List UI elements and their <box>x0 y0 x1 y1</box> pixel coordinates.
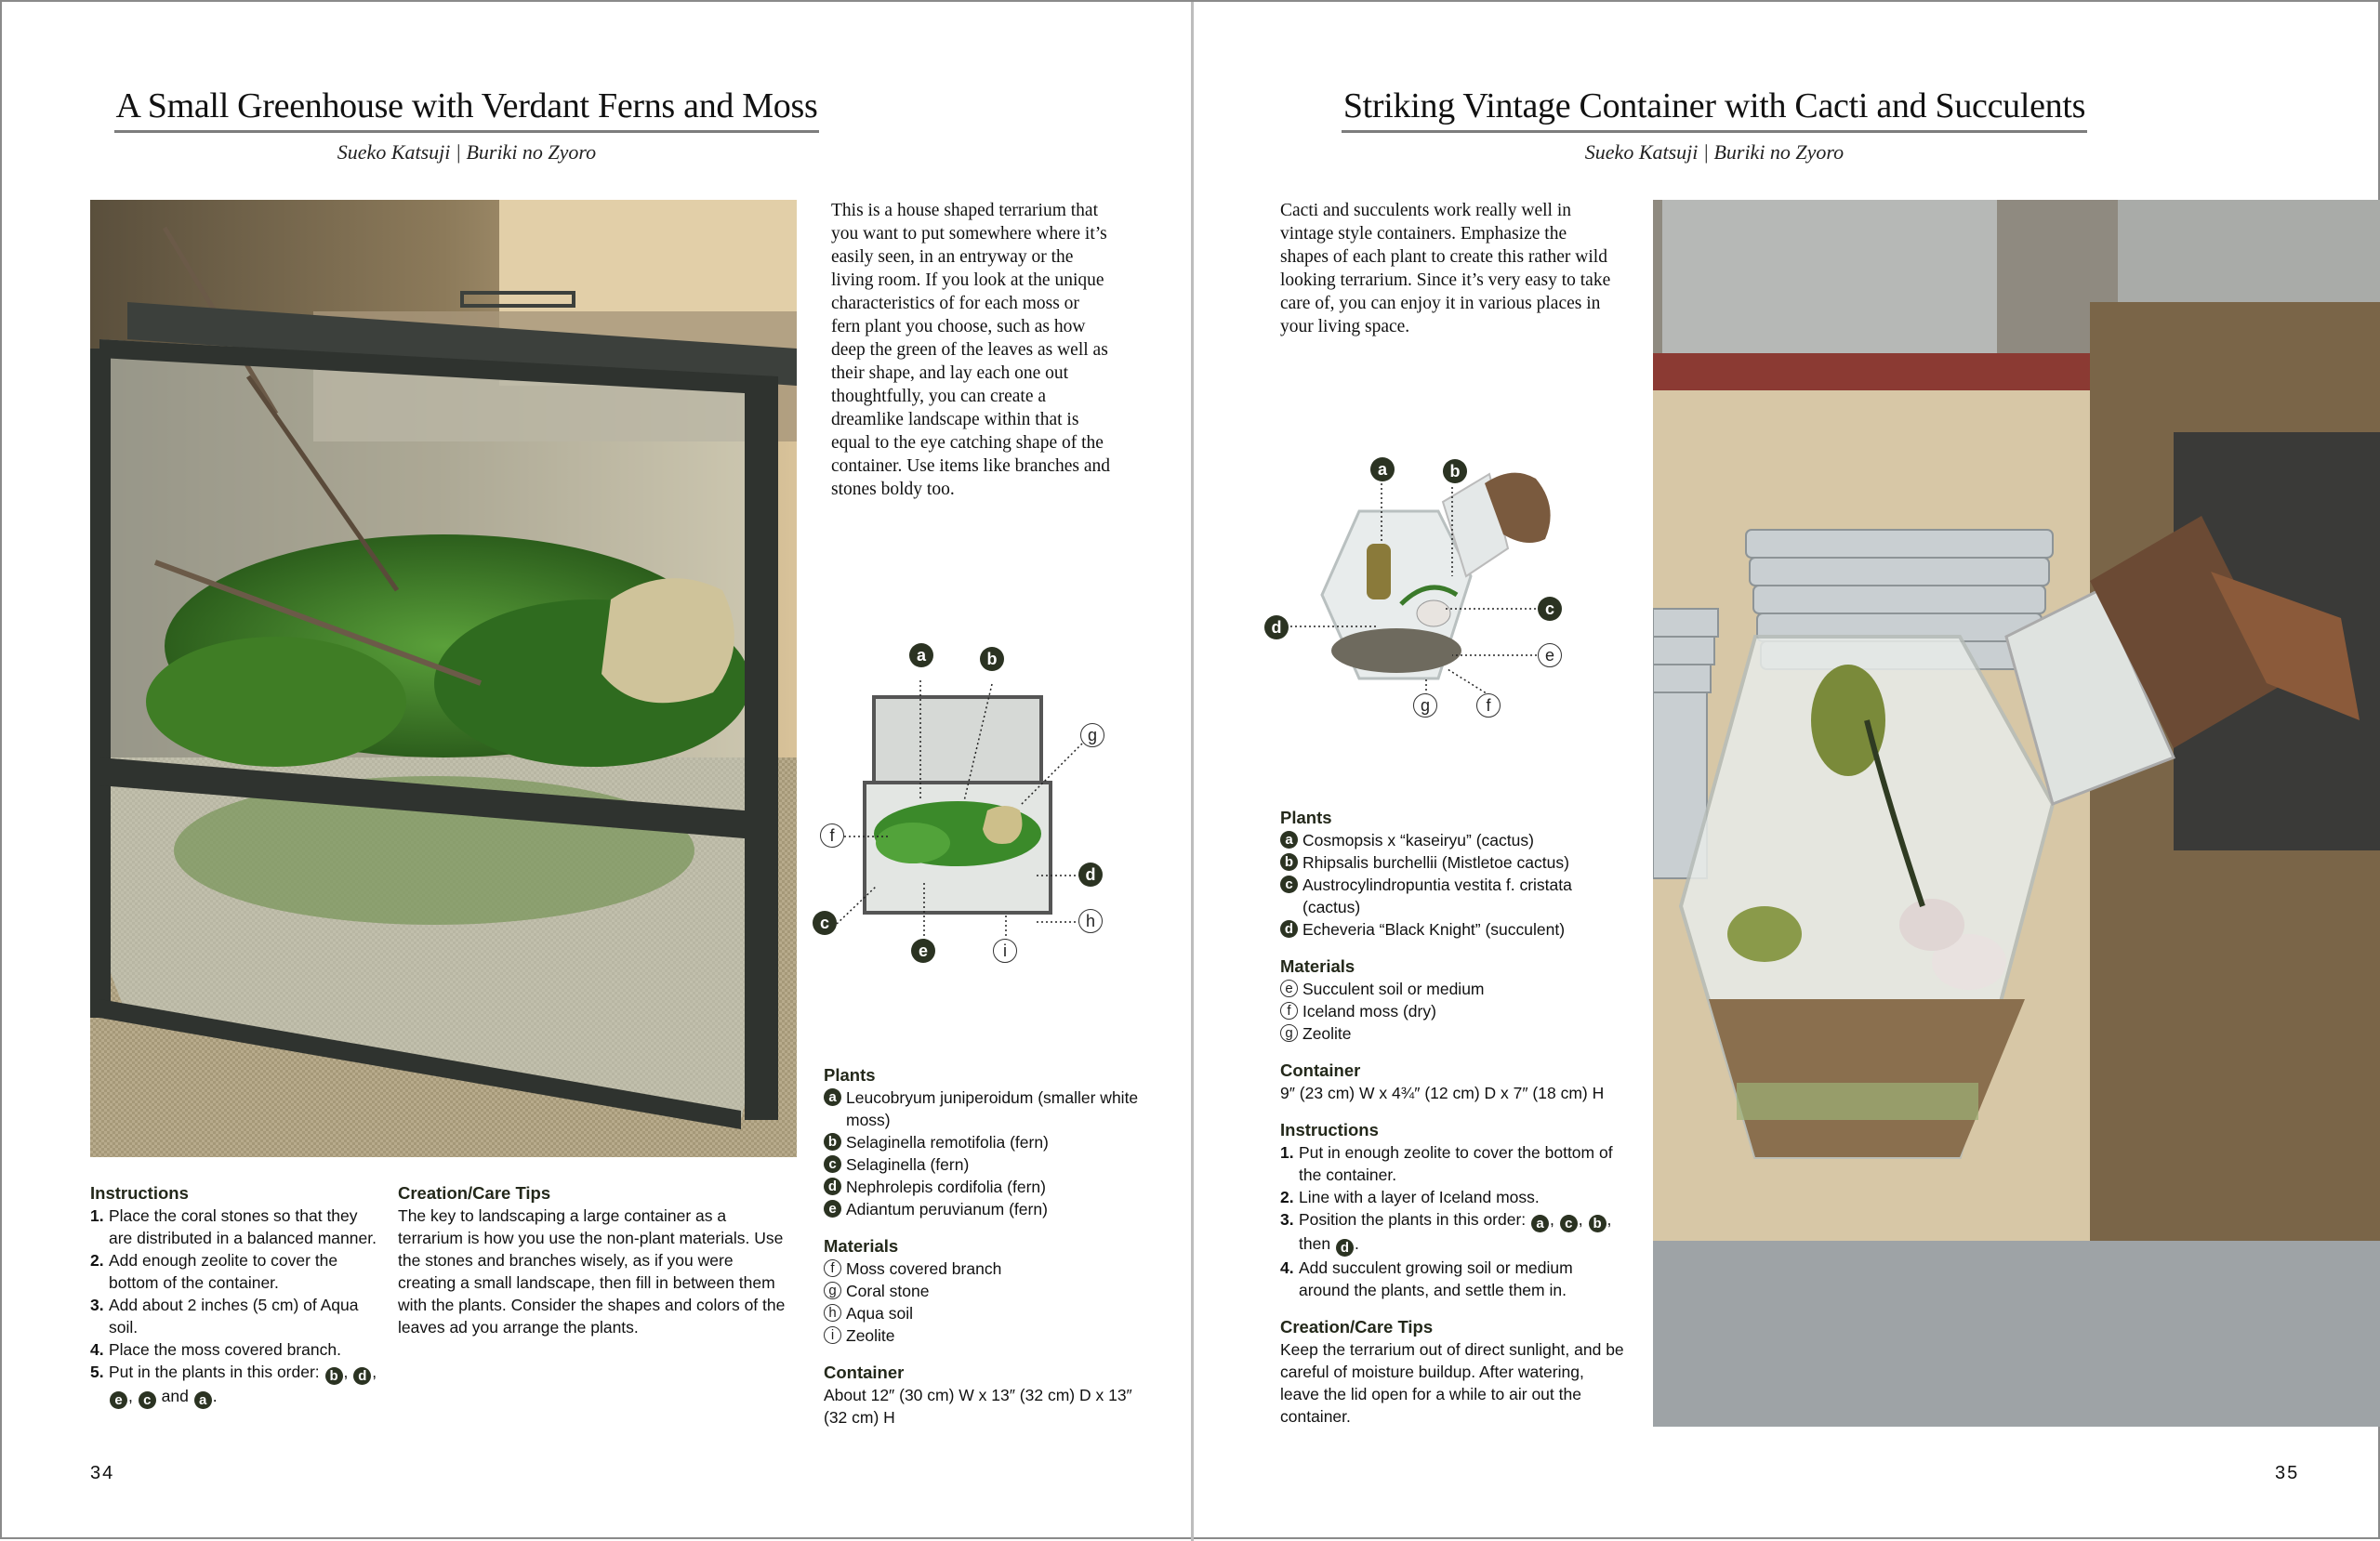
diagram-callout-f: f <box>1476 693 1501 718</box>
right-page <box>1194 2 2380 1541</box>
badge-f-icon: f <box>1280 1002 1298 1020</box>
diagram-callout-d: d <box>1264 615 1289 639</box>
instructions-heading: Instructions <box>1280 1120 1379 1139</box>
container-heading: Container <box>824 1363 905 1382</box>
badge-b-icon: b <box>1280 853 1298 871</box>
materials-heading: Materials <box>824 1236 899 1256</box>
greenhouse-diagram <box>811 643 1127 978</box>
tips-heading: Creation/Care Tips <box>1280 1317 1434 1337</box>
instruction-step-2: 2. Line with a layer of Iceland moss. <box>1280 1188 1540 1206</box>
plant-item-c: c Austrocylindropuntia vestita f. cristata (cactus) <box>1280 874 1624 918</box>
diagram-callout-g: g <box>1413 693 1437 718</box>
material-item-f: f Moss covered branch <box>824 1258 1140 1280</box>
material-item-f: f Iceland moss (dry) <box>1280 1000 1624 1022</box>
plants-heading: Plants <box>824 1065 876 1085</box>
badge-i-icon: i <box>824 1326 841 1344</box>
badge-e-icon: e <box>1280 980 1298 997</box>
instruction-step-3: 3. Add about 2 inches (5 cm) of Aqua soil. <box>90 1296 359 1337</box>
diagram-callout-a: a <box>1370 457 1395 481</box>
instruction-step-3: 3. Position the plants in this order: a , c , b , then d . <box>1280 1210 1612 1256</box>
container-dimensions: 9″ (23 cm) W x 4¾″ (12 cm) D x 7″ (18 cm) H <box>1280 1084 1605 1102</box>
left-title-block <box>2 86 932 165</box>
badge-a-icon: a <box>1531 1215 1549 1232</box>
container-section <box>824 1362 1140 1429</box>
badge-d-icon: d <box>824 1178 841 1195</box>
material-item-g: g Coral stone <box>824 1280 1140 1302</box>
plant-item-b: b Selaginella remotifolia (fern) <box>824 1131 1140 1153</box>
diagram-callout-c: c <box>1538 597 1562 621</box>
right-specs <box>1280 807 1624 1442</box>
badge-b-icon: b <box>325 1367 343 1385</box>
instruction-step-5: 5. Put in the plants in this order: b , d , e , c and a . <box>90 1363 377 1408</box>
container-heading: Container <box>1280 1060 1361 1080</box>
badge-h-icon: h <box>824 1304 841 1322</box>
instruction-step-4: 4. Add succulent growing soil or medium around the plants, and settle them in. <box>1280 1258 1573 1299</box>
greenhouse-photo-image <box>90 200 797 1157</box>
badge-a-icon: a <box>1280 831 1298 849</box>
diagram-callout-e: e <box>911 939 935 963</box>
badge-c-icon: c <box>139 1391 156 1409</box>
badge-d-icon: d <box>353 1367 371 1385</box>
instruction-step-1: 1. Place the coral stones so that they are distributed in a balanced manner. <box>90 1206 377 1247</box>
badge-c-icon: c <box>824 1155 841 1173</box>
instruction-step-2: 2. Add enough zeolite to cover the bottom of the container. <box>90 1251 338 1292</box>
material-item-e: e Succulent soil or medium <box>1280 978 1624 1000</box>
page-title: A Small Greenhouse with Verdant Ferns and Moss <box>114 86 820 133</box>
left-tips <box>398 1182 788 1338</box>
tips-text: The key to landscaping a large container as a terrarium is how you use the non-plant materials. Use the stones and branches wisely, as if you were creating a small landscape, then fill in between them with the plants. Consider the shapes and colors of the leaves ad you arrange the plants. <box>398 1206 786 1337</box>
jar-diagram <box>1257 446 1592 725</box>
badge-d-icon: d <box>1336 1239 1354 1257</box>
diagram-callout-i: i <box>993 939 1017 963</box>
badge-g-icon: g <box>824 1282 841 1299</box>
container-section <box>1280 1060 1624 1104</box>
diagram-callout-b: b <box>1443 459 1467 483</box>
badge-b-icon: b <box>824 1133 841 1151</box>
material-item-g: g Zeolite <box>1280 1022 1624 1045</box>
container-dimensions: About 12″ (30 cm) W x 13″ (32 cm) D x 13″ (32 cm) H <box>824 1386 1132 1427</box>
page-number: 35 <box>2275 1463 2300 1483</box>
diagram-callout-h: h <box>1078 909 1103 933</box>
instructions-heading: Instructions <box>90 1183 189 1203</box>
instruction-step-4: 4. Place the moss covered branch. <box>90 1340 341 1359</box>
diagram-callout-d: d <box>1078 863 1103 887</box>
instruction-step-1: 1. Put in enough zeolite to cover the bottom of the container. <box>1280 1143 1613 1184</box>
right-title-block <box>1194 86 2380 165</box>
materials-section <box>1280 955 1624 1045</box>
left-specs <box>824 1064 1140 1443</box>
jar-terrarium-photo-image <box>1653 200 2380 1427</box>
badge-c-icon: c <box>1560 1215 1578 1232</box>
badge-b-icon: b <box>1589 1215 1606 1232</box>
badge-a-icon: a <box>194 1391 212 1409</box>
badge-f-icon: f <box>824 1259 841 1277</box>
diagram-callout-c: c <box>813 911 837 935</box>
badge-a-icon: a <box>824 1088 841 1106</box>
material-item-i: i Zeolite <box>824 1324 1140 1347</box>
plant-item-d: d Nephrolepis cordifolia (fern) <box>824 1176 1140 1198</box>
materials-heading: Materials <box>1280 956 1355 976</box>
diagram-callout-e: e <box>1538 643 1562 667</box>
badge-e-icon: e <box>824 1200 841 1218</box>
greenhouse-diagram-image <box>811 643 1127 978</box>
diagram-callout-f: f <box>820 823 844 848</box>
diagram-callout-b: b <box>980 647 1004 671</box>
badge-d-icon: d <box>1280 920 1298 938</box>
instructions-section <box>1280 1119 1624 1301</box>
tips-text: Keep the terrarium out of direct sunlight, and be careful of moisture buildup. After watering, leave the lid open for a while to air out the container. <box>1280 1340 1624 1426</box>
intro-text: This is a house shaped terrarium that you want to put somewhere where it’s easily seen, in an entryway or the living room. If you look at the unique characteristics of for each moss or fern plant you choose, such as how deep the green of the leaves as well as their shape, and lay each one out thoughtfully, you can create a dreamlike landscape within that is equal to the eye catching shape of the container. Use items like branches and stones boldy too. <box>831 201 1110 499</box>
plants-section <box>824 1064 1140 1220</box>
tips-heading: Creation/Care Tips <box>398 1183 551 1203</box>
plants-section <box>1280 807 1624 941</box>
material-item-h: h Aqua soil <box>824 1302 1140 1324</box>
left-instructions <box>90 1182 383 1409</box>
badge-e-icon: e <box>110 1391 127 1409</box>
tips-section <box>1280 1316 1624 1428</box>
plant-item-c: c Selaginella (fern) <box>824 1153 1140 1176</box>
materials-section <box>824 1235 1140 1347</box>
plant-item-d: d Echeveria “Black Knight” (succulent) <box>1280 918 1624 941</box>
plant-item-e: e Adiantum peruvianum (fern) <box>824 1198 1140 1220</box>
badge-c-icon: c <box>1280 876 1298 893</box>
jar-diagram-image <box>1257 446 1592 725</box>
byline: Sueko Katsuji | Buriki no Zyoro <box>337 140 597 164</box>
plant-item-a: a Cosmopsis x “kaseiryu” (cactus) <box>1280 829 1624 851</box>
jar-terrarium-photo <box>1653 200 2380 1427</box>
intro-text: Cacti and succulents work really well in vintage style containers. Emphasize the shapes of each plant to create this rather wild looking terrarium. Since it’s very easy to take care of, you can enjoy it in various places in your living space. <box>1280 201 1611 336</box>
plants-heading: Plants <box>1280 808 1332 827</box>
left-page <box>2 2 1191 1541</box>
plant-item-a: a Leucobryum juniperoidum (smaller white moss) <box>824 1087 1140 1131</box>
page-number: 34 <box>90 1463 115 1483</box>
diagram-callout-a: a <box>909 643 933 667</box>
diagram-callout-g: g <box>1080 723 1104 747</box>
plant-item-b: b Rhipsalis burchellii (Mistletoe cactus) <box>1280 851 1624 874</box>
badge-g-icon: g <box>1280 1024 1298 1042</box>
page-title: Striking Vintage Container with Cacti and Succulents <box>1342 86 2087 133</box>
byline: Sueko Katsuji | Buriki no Zyoro <box>1584 140 1844 164</box>
greenhouse-photo <box>90 200 797 1157</box>
